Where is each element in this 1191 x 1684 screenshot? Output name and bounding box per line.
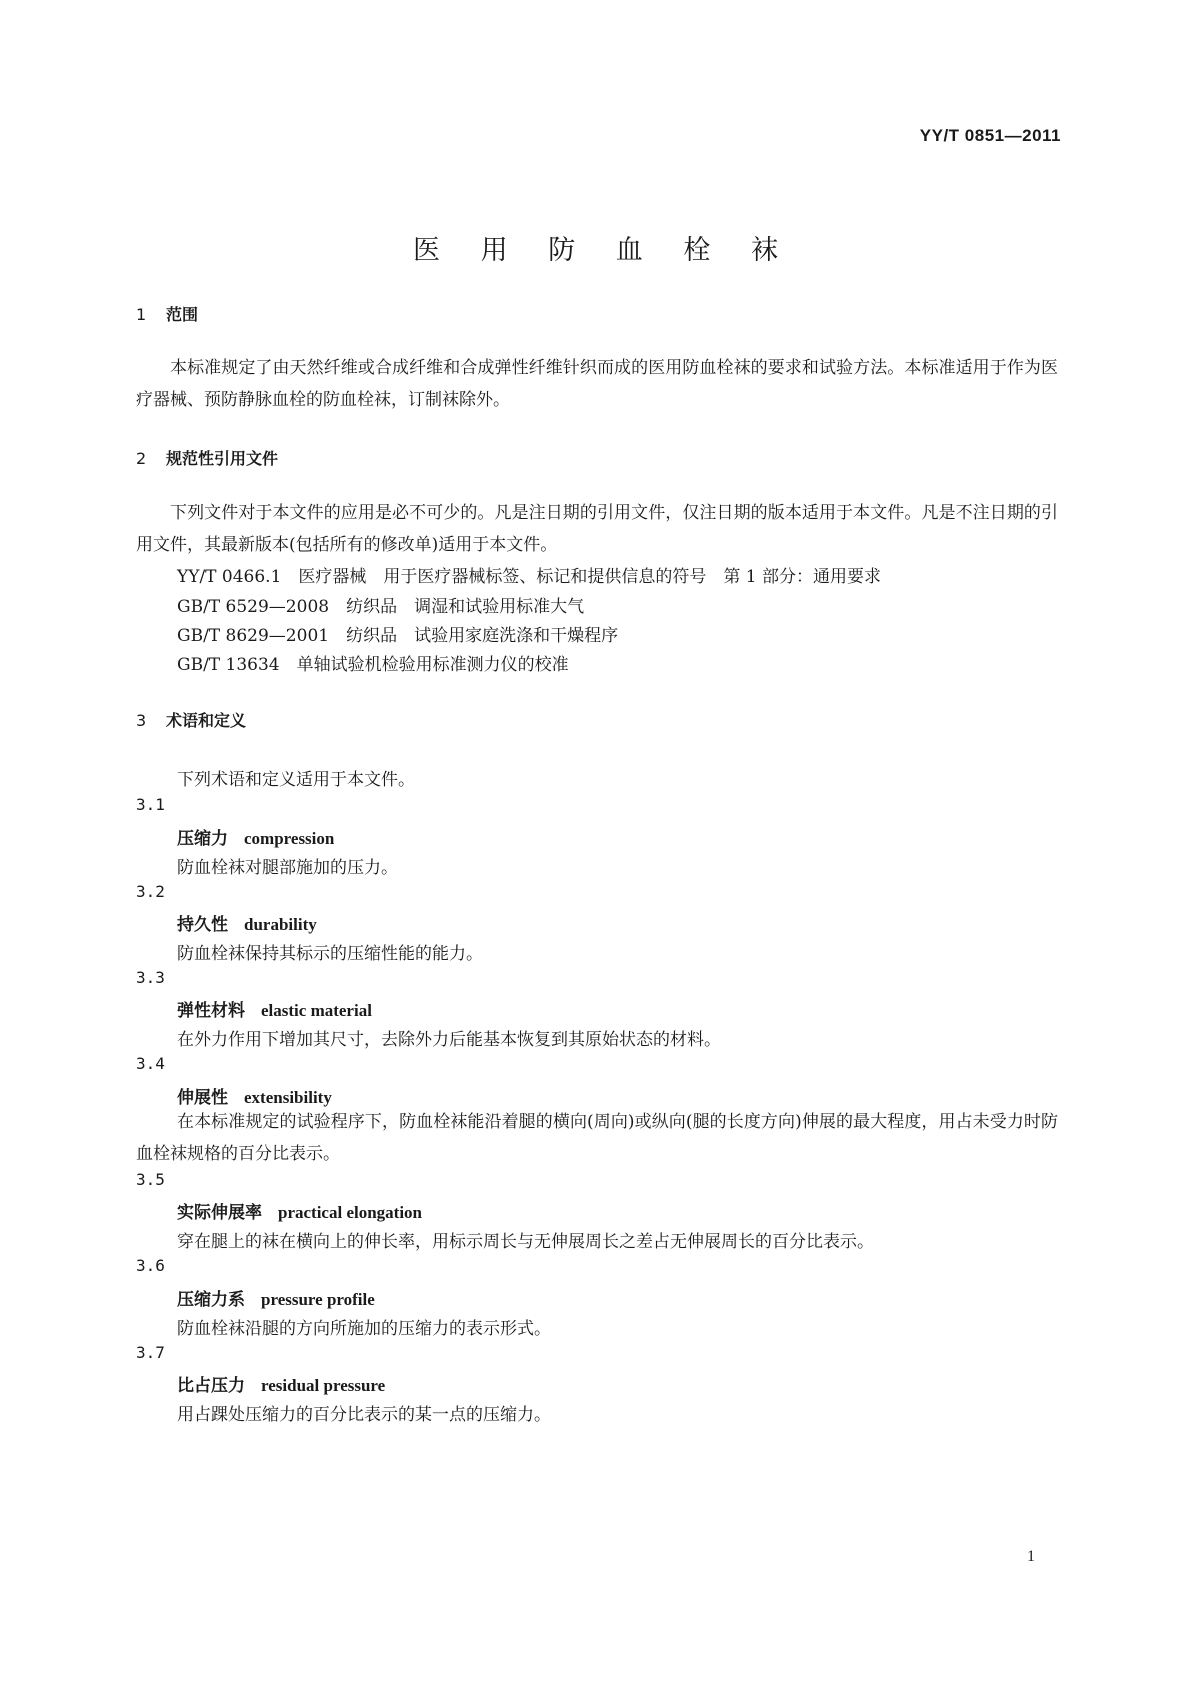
section-title: 规范性引用文件 bbox=[166, 449, 279, 468]
term-definition: 在本标准规定的试验程序下，防血栓袜能沿着腿的横向(周向)或纵向(腿的长度方向)伸展的最大程度，用占未受力时防血栓袜规格的百分比表示。 bbox=[136, 1112, 1058, 1164]
scope-paragraph: 本标准规定了由天然纤维或合成纤维和合成弹性纤维针织而成的医用防血栓袜的要求和试验方法。本标准适用于作为医疗器械、预防静脉血栓的防血栓袜，订制袜除外。 bbox=[136, 358, 1058, 410]
section-1-heading bbox=[136, 302, 198, 325]
term-name-zh: 弹性材料 bbox=[177, 1001, 245, 1021]
term-name-zh: 压缩力系 bbox=[177, 1290, 245, 1310]
term-number: 3.7 bbox=[136, 1343, 165, 1362]
term-name-en: compression bbox=[244, 829, 335, 848]
term-name bbox=[177, 1285, 375, 1310]
term-definition: 防血栓袜沿腿的方向所施加的压缩力的表示形式。 bbox=[177, 1319, 551, 1339]
term-number: 3.6 bbox=[136, 1256, 165, 1275]
term-number: 3.3 bbox=[136, 968, 165, 987]
section-2-heading bbox=[136, 446, 278, 469]
term-name-en: practical elongation bbox=[278, 1203, 423, 1222]
terms-intro: 下列术语和定义适用于本文件。 bbox=[177, 770, 415, 790]
reference-item: GB/T 13634 单轴试验机检验用标准测力仪的校准 bbox=[177, 655, 569, 675]
term-name-en: elastic material bbox=[261, 1001, 372, 1020]
term-number: 3.1 bbox=[136, 795, 165, 814]
section-number: 1 bbox=[136, 305, 147, 324]
term-name-zh: 实际伸展率 bbox=[177, 1203, 262, 1223]
term-definition: 在外力作用下增加其尺寸，去除外力后能基本恢复到其原始状态的材料。 bbox=[177, 1030, 721, 1050]
term-definition: 防血栓袜保持其标示的压缩性能的能力。 bbox=[177, 944, 483, 964]
term-number: 3.4 bbox=[136, 1054, 165, 1073]
page-number: 1 bbox=[1027, 1548, 1035, 1565]
term-name bbox=[177, 910, 317, 935]
term-name bbox=[177, 1083, 332, 1108]
term-definition: 防血栓袜对腿部施加的压力。 bbox=[177, 858, 398, 878]
term-definition: 穿在腿上的袜在横向上的伸长率，用标示周长与无伸展周长之差占无伸展周长的百分比表示。 bbox=[177, 1232, 874, 1252]
reference-item: GB/T 8629—2001 纺织品 试验用家庭洗涤和干燥程序 bbox=[177, 626, 619, 646]
reference-item: GB/T 6529—2008 纺织品 调湿和试验用标准大气 bbox=[177, 597, 585, 617]
section-title: 范围 bbox=[166, 305, 199, 324]
section-number: 2 bbox=[136, 449, 147, 468]
term-name-en: pressure profile bbox=[261, 1290, 375, 1309]
term-name bbox=[177, 996, 372, 1021]
term-name bbox=[177, 824, 334, 849]
document-title: 医 用 防 血 栓 袜 bbox=[413, 235, 794, 266]
term-number: 3.2 bbox=[136, 882, 165, 901]
section-title: 术语和定义 bbox=[166, 711, 247, 730]
reference-item: YY/T 0466.1 医疗器械 用于医疗器械标签、标记和提供信息的符号 第 1 部分：通用要求 bbox=[177, 567, 882, 587]
term-name-zh: 压缩力 bbox=[177, 829, 228, 849]
term-definition: 用占踝处压缩力的百分比表示的某一点的压缩力。 bbox=[177, 1405, 551, 1425]
term-name-en: durability bbox=[244, 915, 317, 934]
term-name bbox=[177, 1371, 385, 1396]
document-code: YY/T 0851—2011 bbox=[919, 126, 1061, 145]
term-name bbox=[177, 1198, 422, 1223]
section-number: 3 bbox=[136, 711, 147, 730]
term-name-zh: 伸展性 bbox=[177, 1088, 228, 1108]
section-3-heading bbox=[136, 708, 246, 731]
term-name-en: extensibility bbox=[244, 1088, 332, 1107]
term-name-zh: 比占压力 bbox=[177, 1376, 245, 1396]
term-name-en: residual pressure bbox=[261, 1376, 386, 1395]
normative-paragraph: 下列文件对于本文件的应用是必不可少的。凡是注日期的引用文件，仅注日期的版本适用于本文件。凡是不注日期的引用文件，其最新版本(包括所有的修改单)适用于本文件。 bbox=[136, 503, 1058, 555]
term-number: 3.5 bbox=[136, 1170, 165, 1189]
term-name-zh: 持久性 bbox=[177, 915, 228, 935]
